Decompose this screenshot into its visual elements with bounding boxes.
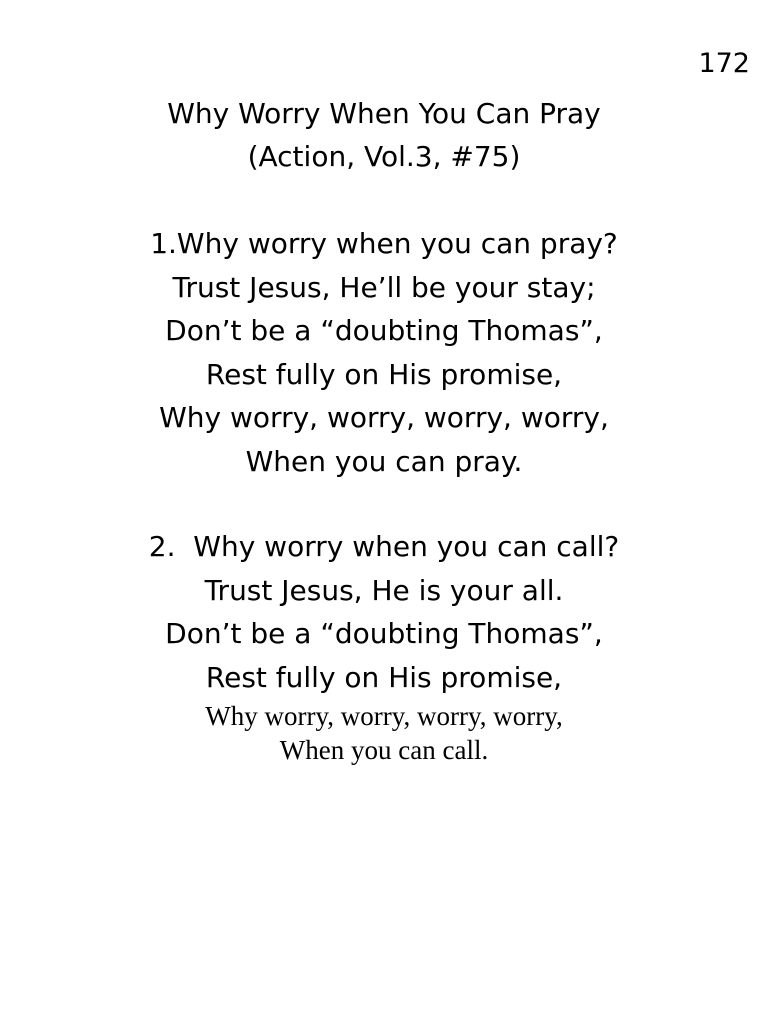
verse-line: Trust Jesus, He is your all.	[204, 573, 564, 607]
verse-2	[0, 525, 768, 767]
song-title-block	[0, 92, 768, 178]
verse-line: When you can pray.	[245, 444, 523, 478]
page-number: 172	[698, 48, 750, 79]
verse-line: Don’t be a “doubting Thomas”,	[165, 617, 603, 650]
verse-line: Why worry, worry, worry, worry,	[205, 701, 563, 731]
verse-line: Why worry, worry, worry, worry,	[159, 401, 609, 434]
verse-1	[0, 222, 768, 483]
verse-line: When you can call.	[279, 735, 489, 765]
verse-line: Trust Jesus, He’ll be your stay;	[172, 270, 596, 304]
verse-line: Rest fully on His promise,	[205, 357, 563, 391]
verse-line: Don’t be a “doubting Thomas”,	[165, 314, 603, 347]
verse-line: 1.Why worry when you can pray?	[150, 227, 618, 260]
song-title: Why Worry When You Can Pray	[167, 97, 601, 130]
song-subtitle: (Action, Vol.3, #75)	[247, 140, 521, 173]
verse-line: Rest fully on His promise,	[205, 660, 563, 694]
verse-line: 2. Why worry when you can call?	[148, 530, 620, 563]
